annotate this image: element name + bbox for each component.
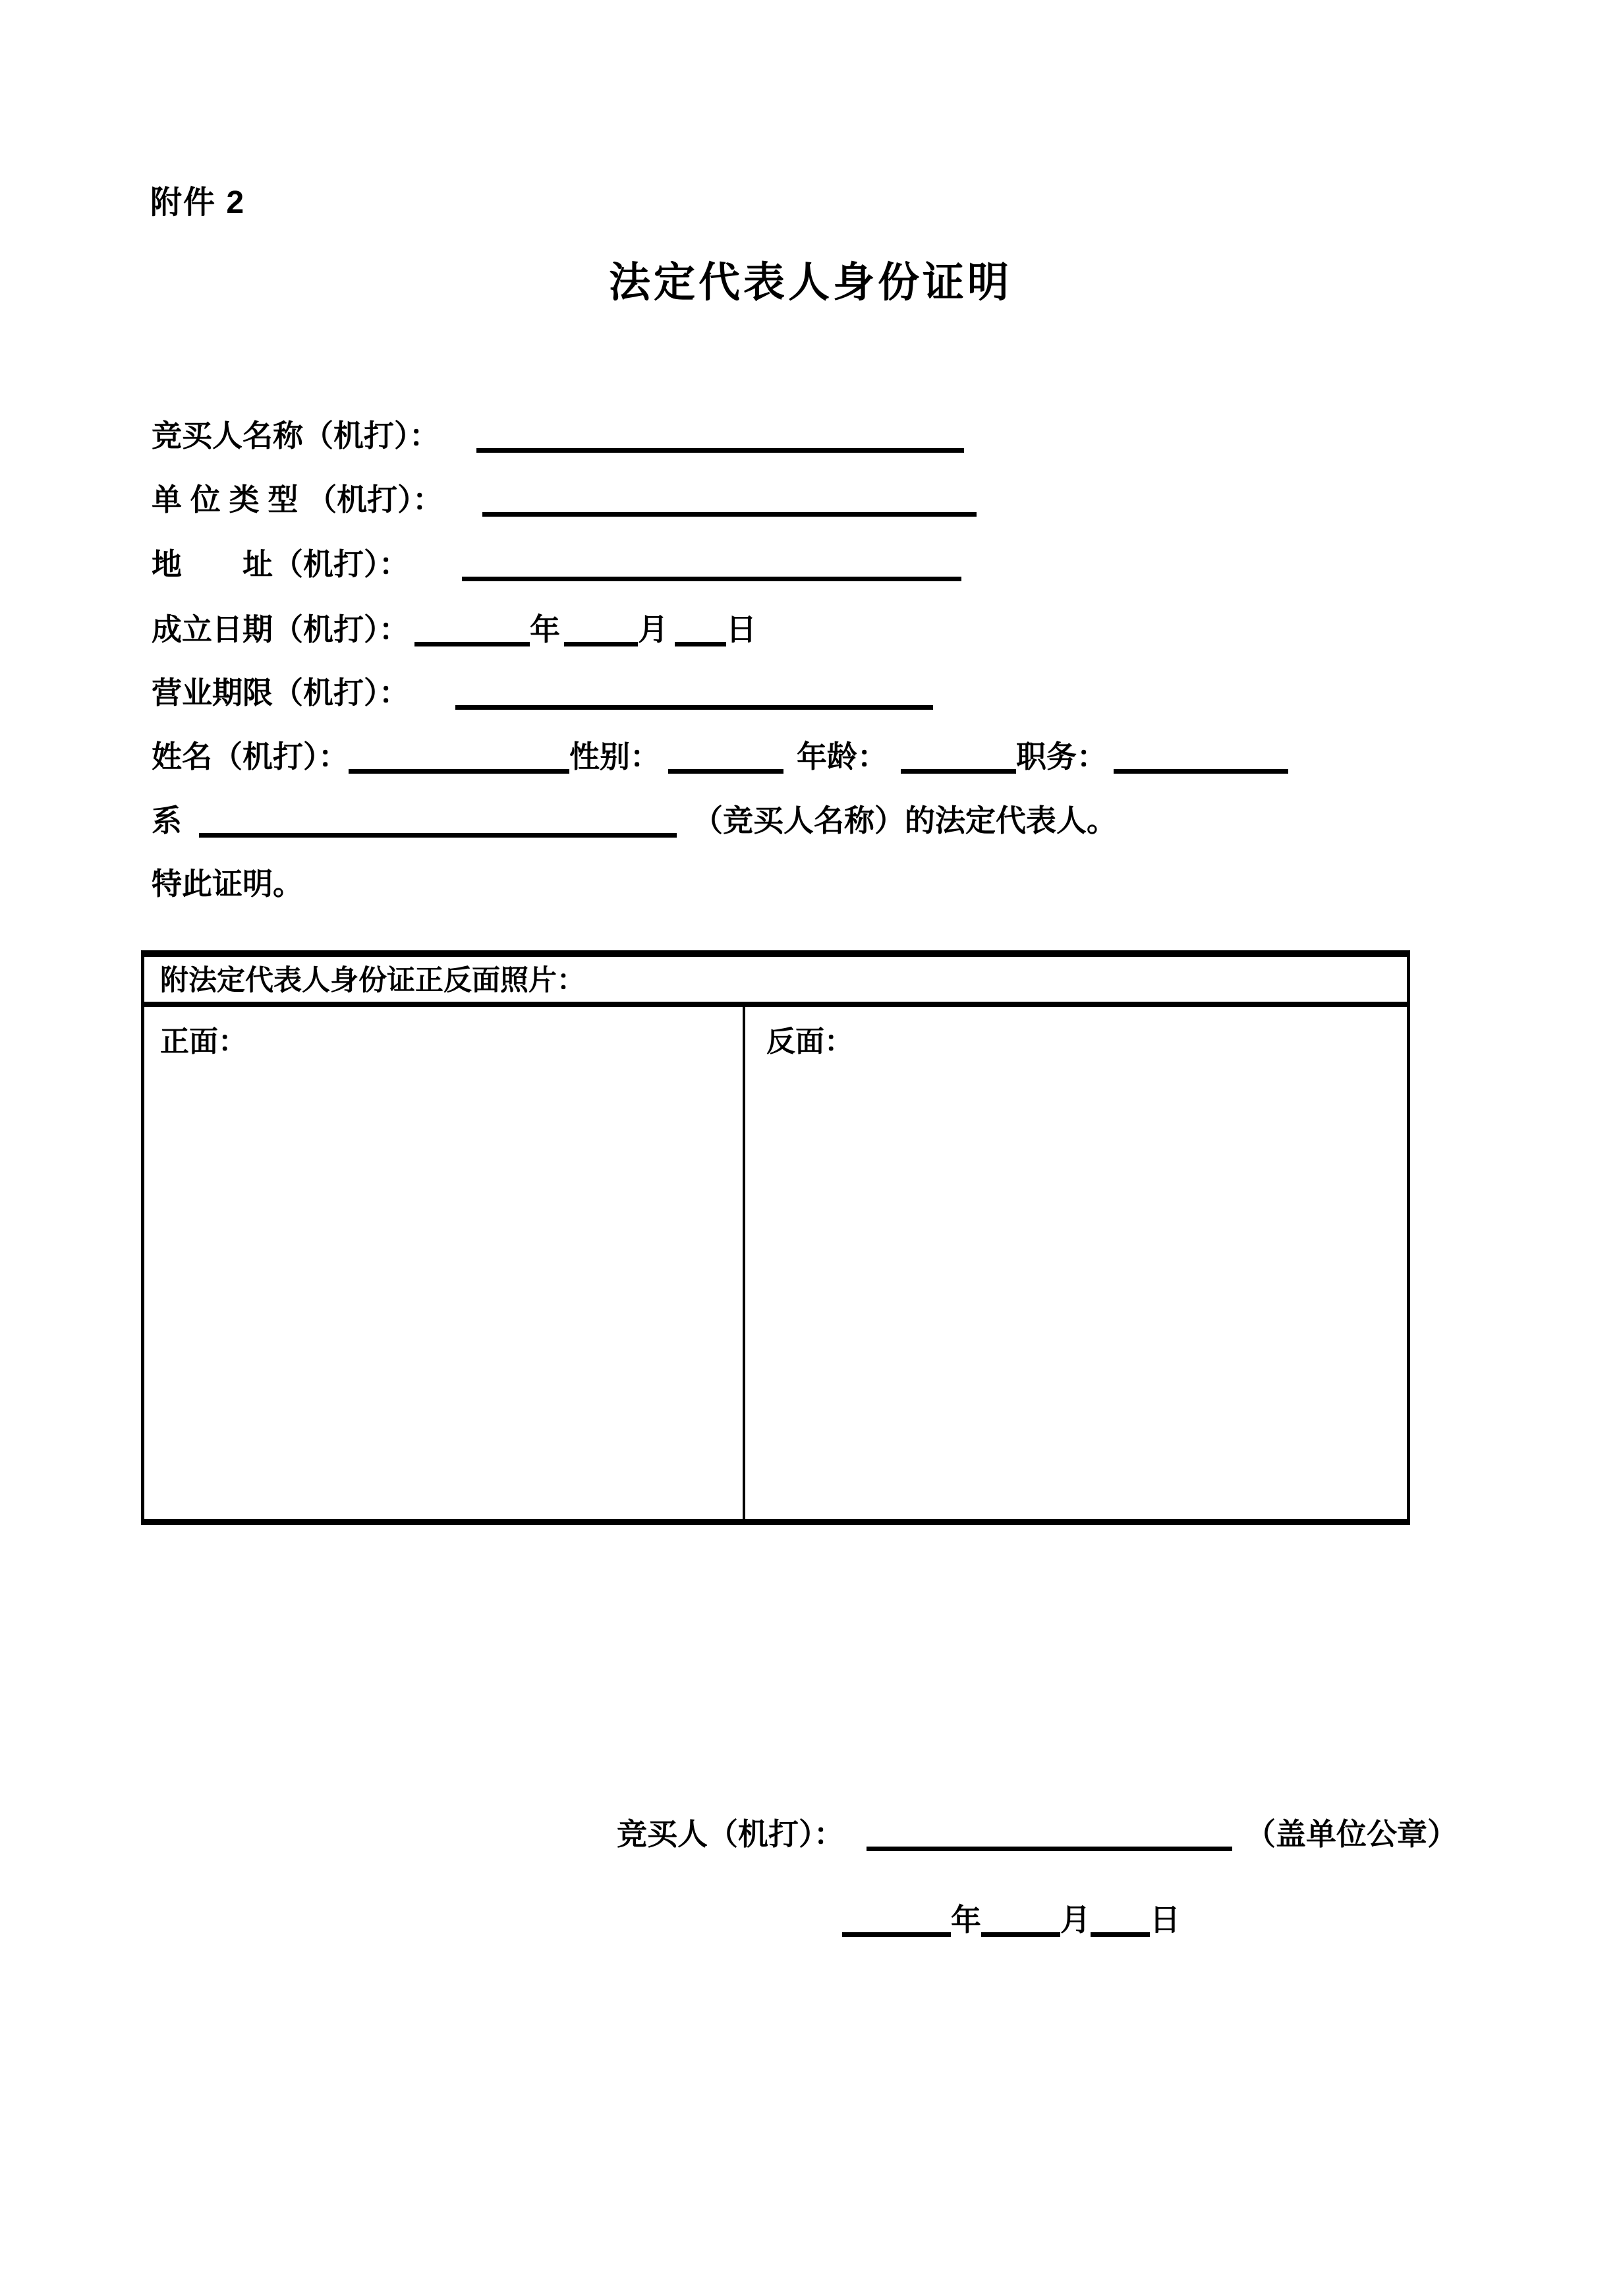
field-person-info [152, 736, 1288, 777]
field-address [152, 544, 961, 585]
unit-type-blank [482, 482, 977, 517]
field-establish-date [152, 609, 756, 650]
address-label: 地 址（机打）： [152, 547, 409, 581]
field-bidder-name [152, 415, 964, 456]
age-label: 年龄： [797, 739, 888, 774]
establish-year-blank [414, 612, 530, 646]
gender-label: 性别： [569, 739, 660, 774]
footer-month-blank [981, 1902, 1060, 1937]
relation-prefix: 系 [152, 803, 182, 838]
back-label: 反面： [766, 1025, 853, 1058]
footer-year-blank [842, 1902, 951, 1937]
attachment-label: 附件 2 [150, 185, 246, 220]
age-blank [901, 739, 1016, 774]
business-term-blank [455, 675, 933, 710]
footer-year-unit: 年 [951, 1903, 981, 1937]
footer-bidder-label: 竞买人（机打）： [617, 1817, 844, 1851]
bidder-name-blank [476, 418, 964, 453]
year-unit: 年 [530, 612, 560, 646]
certify-text: 特此证明。 [152, 867, 303, 901]
establish-date-label: 成立日期（机打）： [152, 612, 409, 646]
footer-day-unit: 日 [1150, 1903, 1180, 1937]
certify-statement [152, 863, 303, 904]
position-blank [1114, 739, 1288, 774]
footer-month-unit: 月 [1060, 1903, 1091, 1937]
gender-blank [668, 739, 783, 774]
address-blank [462, 546, 961, 581]
footer-bidder-blank [867, 1816, 1232, 1851]
field-relation [152, 800, 1117, 841]
id-photo-box [141, 950, 1410, 1525]
position-label: 职务： [1016, 739, 1107, 774]
business-term-label: 营业期限（机打）： [152, 675, 409, 710]
footer-bidder-line [617, 1814, 1458, 1854]
field-business-term [152, 672, 933, 713]
name-label: 姓名（机打）： [152, 739, 349, 774]
photo-box-header: 附法定代表人身份证正反面照片： [144, 957, 1407, 1007]
photo-box-body [144, 1007, 1407, 1519]
name-blank [349, 739, 569, 774]
establish-day-blank [675, 612, 726, 646]
field-unit-type [152, 479, 977, 520]
unit-type-label: 单 位 类 型 （机打）： [152, 482, 443, 517]
establish-month-blank [564, 612, 638, 646]
footer-day-blank [1091, 1902, 1150, 1937]
footer-date-line [842, 1899, 1180, 1940]
photo-cell-back [745, 1007, 1407, 1519]
seal-note: （盖单位公章） [1245, 1817, 1458, 1851]
month-unit: 月 [638, 612, 668, 646]
photo-cell-front [144, 1007, 745, 1519]
day-unit: 日 [726, 612, 756, 646]
relation-suffix: （竞买人名称）的法定代表人。 [693, 803, 1117, 838]
bidder-name-label: 竞买人名称（机打）： [152, 418, 440, 453]
relation-blank [199, 803, 677, 838]
front-label: 正面： [160, 1025, 247, 1058]
page-title: 法定代表人身份证明 [609, 260, 1012, 306]
